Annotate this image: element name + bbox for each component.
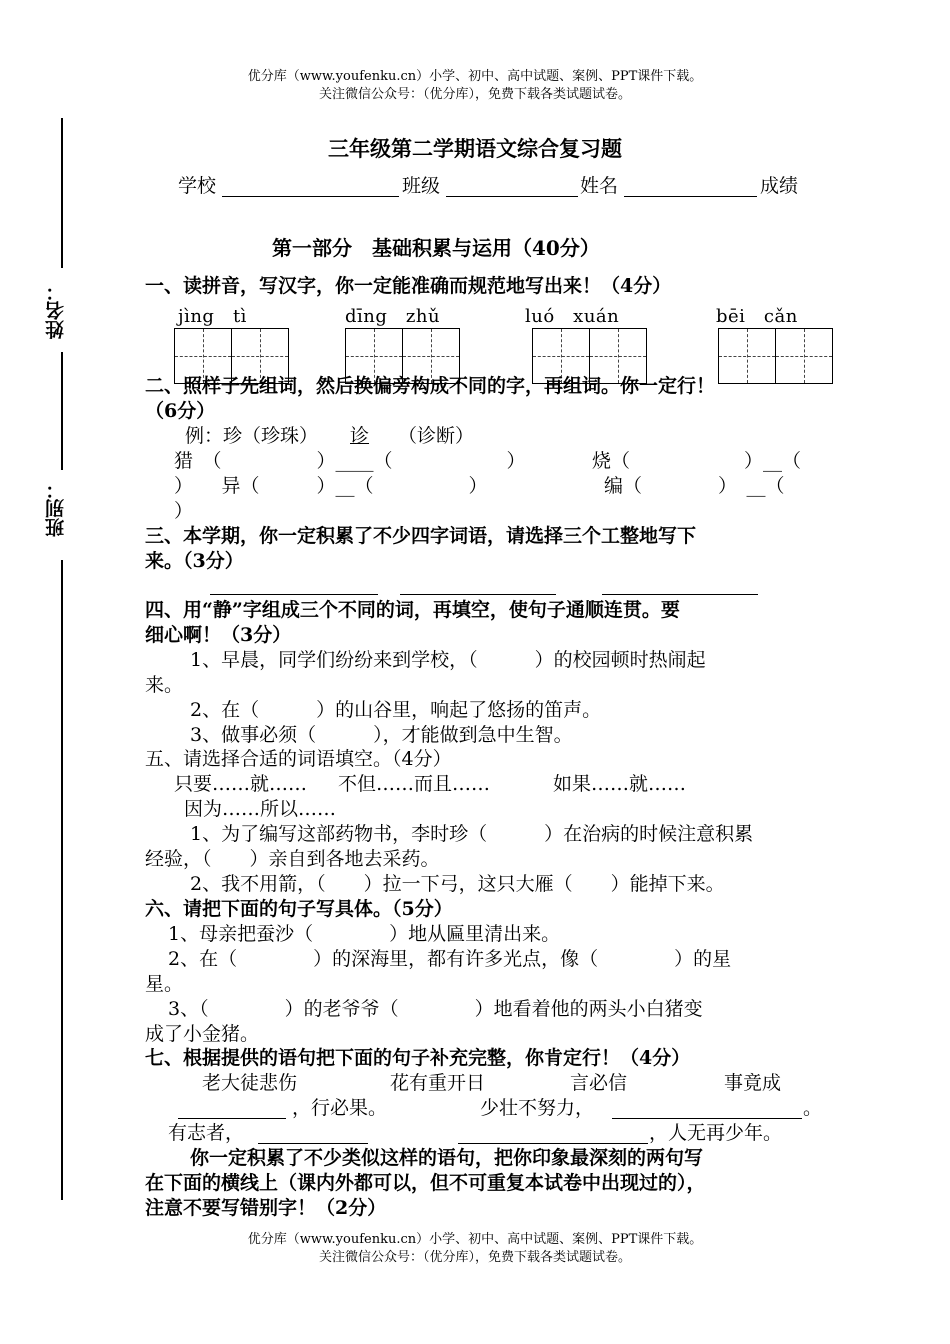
q4-title-line2: 细心啊！（3分） — [145, 624, 292, 646]
q2-row1-right: 烧（ ）__（ — [592, 450, 802, 472]
q7-row2-b: ，人无再少年。 — [649, 1122, 783, 1144]
q7-paragraph-2: 在下面的横线上（课内外都可以，但不可重复本试卷中出现过的）， — [145, 1172, 706, 1194]
pinyin-2: dīng zhǔ — [345, 306, 441, 327]
q1-title: 一、读拼音，写汉字，你一定能准确而规范地写出来！（4分） — [145, 275, 672, 297]
school-label: 学校 — [178, 175, 217, 197]
score-label: 成绩 — [760, 175, 799, 197]
q7-choice-3: 言必信 — [570, 1072, 628, 1094]
page-title: 三年级第二学期语文综合复习题 — [328, 136, 622, 161]
q7-row1-b: 少壮不努力， — [480, 1097, 595, 1119]
q3-title-line2: 来。（3分） — [145, 550, 244, 572]
q5-option-2: 不但……而且…… — [338, 773, 491, 795]
q5-option-1: 只要……就…… — [174, 773, 308, 795]
side-name-label: 姓名： — [45, 282, 67, 339]
char-grid-4 — [718, 328, 833, 384]
pinyin-3: luó xuán — [525, 306, 620, 327]
q7-paragraph-3: 注意不要写错别字！（2分） — [145, 1197, 387, 1219]
q5-option-4: 因为……所以…… — [184, 798, 337, 820]
q6-sentence-3b: 成了小金猪。 — [145, 1023, 260, 1045]
q5-option-3: 如果……就…… — [553, 773, 687, 795]
part1-title: 第一部分 基础积累与运用（40分） — [272, 236, 600, 260]
q2-row3: ） — [174, 500, 194, 522]
class-label: 班级 — [402, 175, 441, 197]
q6-title: 六、请把下面的句子写具体。（5分） — [145, 898, 453, 920]
char-cell[interactable] — [718, 328, 776, 384]
q6-sentence-3a: 3、（ ）的老爷爷（ ）地看着他的两头小白猪变 — [168, 998, 703, 1020]
q7-choice-1: 老大徒悲伤 — [202, 1072, 298, 1094]
char-cell[interactable] — [775, 328, 833, 384]
q7-title: 七、根据提供的语句把下面的句子补充完整，你肯定行！（4分） — [145, 1047, 691, 1069]
footer-line-1: 优分库（www.youfenku.cn）小学、初中、高中试题、案例、PPT课件下载。 — [247, 1232, 703, 1247]
margin-line-middle — [61, 352, 63, 470]
q2-row1-left: 猎 （ ）____（ ） — [174, 450, 526, 472]
q7-row1-a: ，行必果。 — [292, 1097, 388, 1119]
q2-row2-right: 编（ ） __（ — [604, 475, 785, 497]
q7-blank-3[interactable] — [258, 1143, 368, 1144]
q7-blank-1[interactable] — [178, 1118, 286, 1119]
name-blank[interactable] — [624, 196, 757, 197]
footer-line-2: 关注微信公众号：（优分库），免费下载各类试题试卷。 — [318, 1250, 631, 1265]
q5-sentence-2: 2、我不用箭，（ ）拉一下弓，这只大雁（ ）能掉下来。 — [190, 873, 725, 895]
pinyin-4: bēi cǎn — [716, 306, 798, 327]
q5-sentence-1b: 经验，（ ）亲自到各地去采药。 — [145, 848, 440, 870]
class-blank[interactable] — [446, 196, 578, 197]
school-blank[interactable] — [222, 196, 399, 197]
q7-choice-2: 花有重开日 — [390, 1072, 486, 1094]
q7-paragraph-1: 你一定积累了不少类似这样的语句，把你印象最深刻的两句写 — [190, 1147, 704, 1169]
idiom-blank-1[interactable] — [210, 594, 378, 595]
q6-sentence-1: 1、母亲把蚕沙（ ）地从匾里清出来。 — [168, 923, 561, 945]
q4-sentence-1a: 1、早晨，同学们纷纷来到学校，（ ）的校园顿时热闹起 — [190, 649, 706, 671]
idiom-blank-2[interactable] — [400, 594, 556, 595]
q5-title: 五、请选择合适的词语填空。（4分） — [145, 748, 452, 770]
q4-title-line1: 四、用“静”字组成三个不同的词，再填空，使句子通顺连贯。要 — [145, 599, 680, 621]
pinyin-1: jìng tì — [178, 306, 247, 327]
q4-sentence-1b: 来。 — [145, 674, 184, 696]
q6-sentence-2a: 2、在（ ）的深海里，都有许多光点，像（ ）的星 — [168, 948, 732, 970]
header-line-1: 优分库（www.youfenku.cn）小学、初中、高中试题、案例、PPT课件下载。 — [247, 69, 703, 84]
q2-row2-left: ） 异（ ）__（ ） — [174, 475, 488, 497]
q2-title-line1: 二、照样子先组词，然后换偏旁构成不同的字，再组词。你一定行！ — [145, 375, 716, 397]
header-line-2: 关注微信公众号：（优分库），免费下载各类试题试卷。 — [318, 87, 631, 102]
q2-example: 例：珍（珍珠） — [185, 425, 319, 447]
q5-sentence-1a: 1、为了编写这部药物书，李时珍（ ）在治病的时候注意积累 — [190, 823, 754, 845]
margin-line-bottom — [61, 560, 63, 1200]
side-class-label: 班别： — [45, 480, 67, 537]
q7-row1-c: 。 — [803, 1097, 823, 1119]
q2-title-line2: （6分） — [145, 400, 216, 422]
q6-sentence-2b: 星。 — [145, 973, 184, 995]
q7-blank-4[interactable] — [458, 1143, 648, 1144]
q7-blank-2[interactable] — [612, 1118, 802, 1119]
q4-sentence-2: 2、在（ ）的山谷里，响起了悠扬的笛声。 — [190, 699, 602, 721]
q4-sentence-3: 3、做事必须（ ），才能做到急中生智。 — [190, 724, 573, 746]
q2-example-word: （诊断） — [398, 425, 475, 447]
q2-example-char: 诊 — [350, 425, 370, 447]
q3-title-line1: 三、本学期，你一定积累了不少四字词语，请选择三个工整地写下 — [145, 525, 697, 547]
q7-choice-4: 事竟成 — [724, 1072, 782, 1094]
idiom-blank-3[interactable] — [602, 594, 758, 595]
name-label: 姓名 — [580, 175, 619, 197]
q7-row2-a: 有志者， — [168, 1122, 245, 1144]
